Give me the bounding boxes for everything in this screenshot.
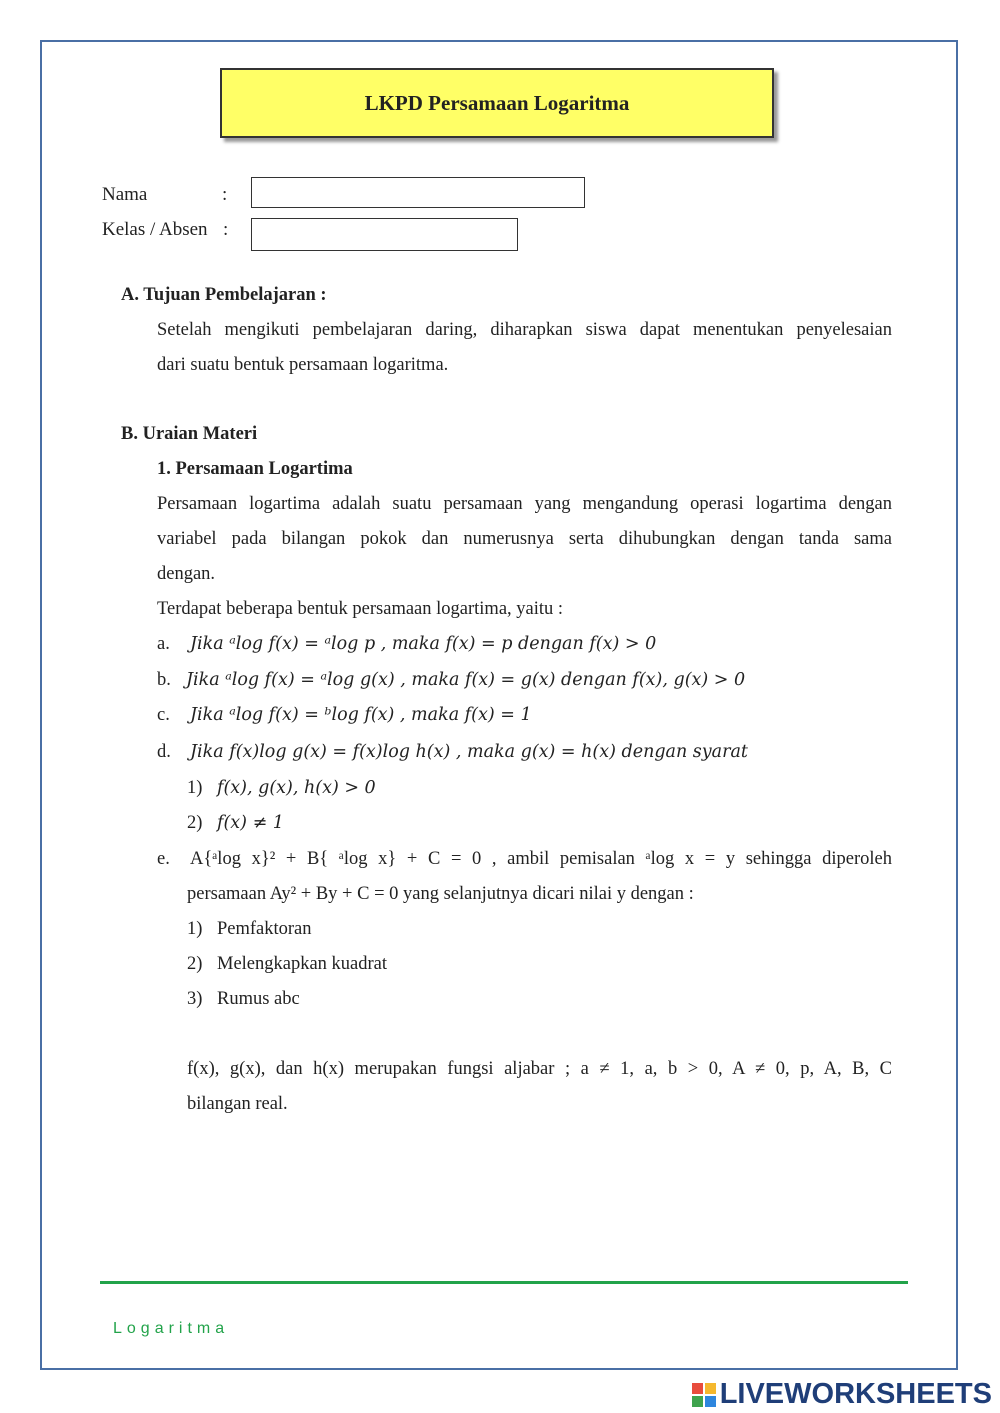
note-line1: f(x), g(x), dan h(x) merupakan fungsi aljabar ; a ≠ 1, a, b > 0, A ≠ 0, p, A, B, C xyxy=(187,1059,892,1079)
liveworksheets-brand xyxy=(692,1378,992,1411)
nama-colon: : xyxy=(222,184,228,205)
e-sub3-marker: 3) xyxy=(187,989,203,1009)
item-d-marker: d. xyxy=(157,742,171,762)
e-sub1-text: Pemfaktoran xyxy=(217,919,312,939)
nama-input[interactable] xyxy=(251,177,585,208)
kelas-label: Kelas / Absen xyxy=(102,219,208,240)
nama-label: Nama xyxy=(102,184,148,205)
footer-text: Logaritma xyxy=(113,1320,230,1337)
item-c-marker: c. xyxy=(157,705,170,725)
section-b-heading: B. Uraian Materi xyxy=(121,424,258,444)
note-line2: bilangan real. xyxy=(187,1094,288,1114)
forms-intro: Terdapat beberapa bentuk persamaan logartima, yaitu : xyxy=(157,599,564,619)
e-sub2-marker: 2) xyxy=(187,954,203,974)
footer-divider xyxy=(100,1281,908,1284)
brand-text: LIVEWORKSHEETS xyxy=(719,1378,992,1410)
paragraph-line3: dengan. xyxy=(157,564,216,584)
section-a-line1: Setelah mengikuti pembelajaran daring, diharapkan siswa dapat menentukan penyelesaian xyxy=(157,320,892,340)
item-e-line1: A{ᵃlog x}² + B{ ᵃlog x} + C = 0 , ambil pemisalan ᵃlog x = y sehingga diperoleh xyxy=(190,849,892,869)
page-title-text: LKPD Persamaan Logaritma xyxy=(364,90,630,115)
d-sub1-marker: 1) xyxy=(187,778,203,798)
paragraph-line2: variabel pada bilangan pokok dan numerusnya serta dihubungkan dengan tanda sama xyxy=(157,529,892,549)
item-a-marker: a. xyxy=(157,634,170,654)
item-e-line2: persamaan Ay² + By + C = 0 yang selanjutnya dicari nilai y dengan : xyxy=(187,884,694,904)
item-e-marker: e. xyxy=(157,849,170,869)
paragraph-line1: Persamaan logartima adalah suatu persamaan yang mengandung operasi logartima dengan xyxy=(157,494,892,514)
e-sub2-text: Melengkapkan kuadrat xyxy=(217,954,388,974)
e-sub3-text: Rumus abc xyxy=(217,989,300,1009)
d-sub2-text: f(x) ≠ 1 xyxy=(217,813,284,833)
item-d-formula: Jika f(x)log g(x) = f(x)log h(x) , maka g(x) = h(x) dengan syarat xyxy=(190,742,748,762)
d-sub1-text: f(x), g(x), h(x) > 0 xyxy=(217,778,376,798)
d-sub2-marker: 2) xyxy=(187,813,203,833)
e-sub1-marker: 1) xyxy=(187,919,203,939)
item-b-formula: Jika ᵃlog f(x) = ᵃlog g(x) , maka f(x) = g(x) dengan f(x), g(x) > 0 xyxy=(186,670,746,690)
item-a-formula: Jika ᵃlog f(x) = ᵃlog p , maka f(x) = p dengan f(x) > 0 xyxy=(190,634,657,654)
item-b-marker: b. xyxy=(157,670,171,690)
section-b-subheading: 1. Persamaan Logartima xyxy=(157,459,353,479)
page-title xyxy=(220,68,774,138)
section-a-line2: dari suatu bentuk persamaan logaritma. xyxy=(157,355,449,375)
kelas-colon: : xyxy=(223,219,229,240)
liveworksheets-logo-icon xyxy=(692,1383,716,1407)
kelas-absen-input[interactable] xyxy=(251,218,518,251)
section-a-heading: A. Tujuan Pembelajaran : xyxy=(121,285,327,305)
item-c-formula: Jika ᵃlog f(x) = ᵇlog f(x) , maka f(x) = 1 xyxy=(190,705,532,725)
